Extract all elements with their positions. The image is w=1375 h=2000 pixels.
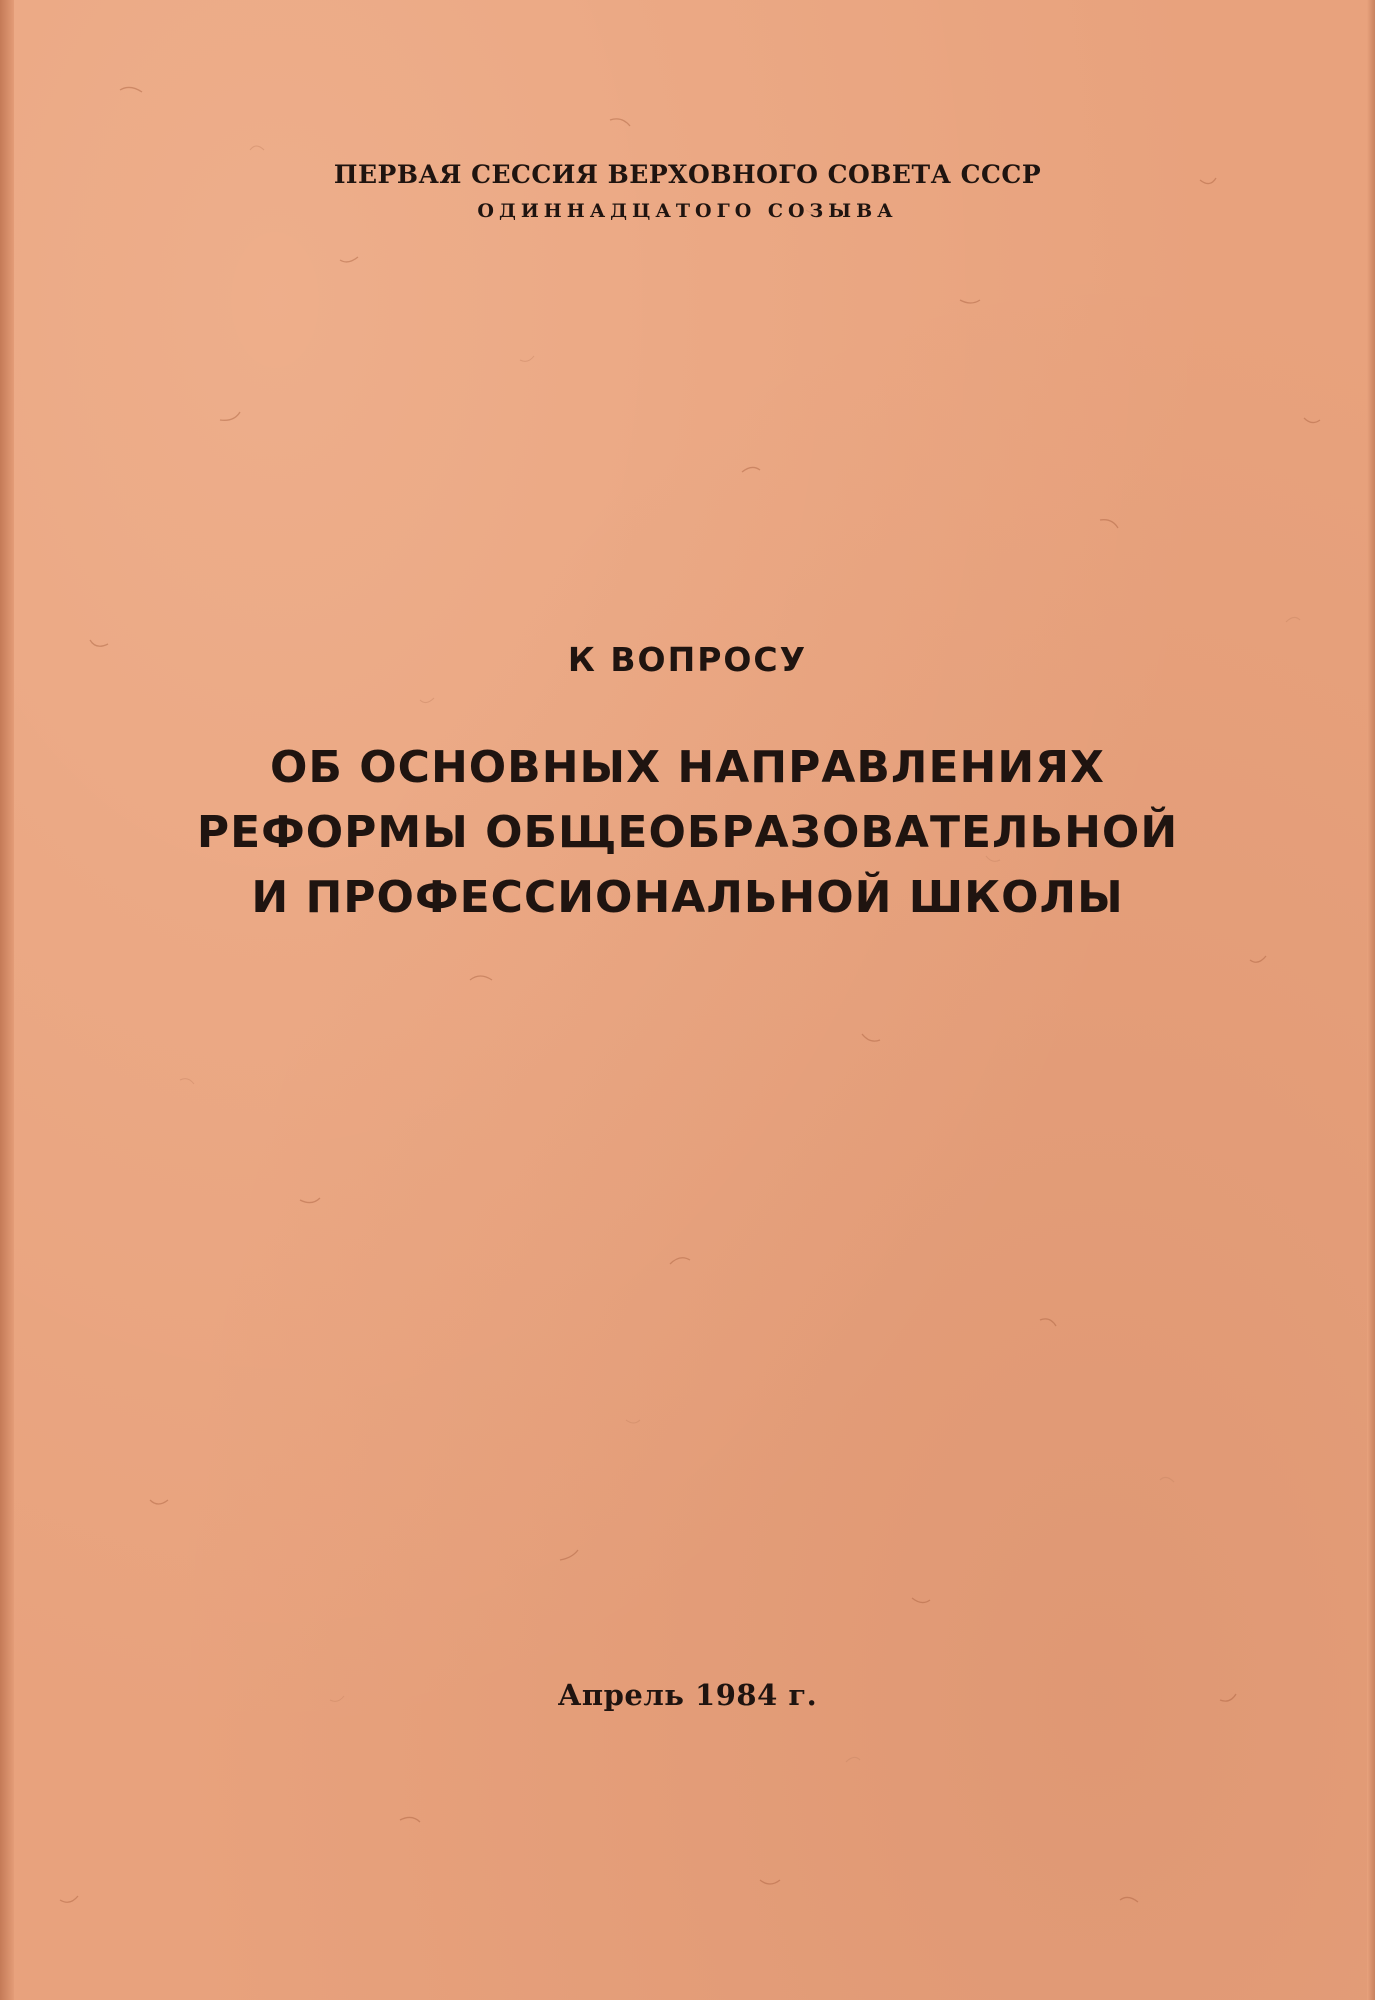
title-line-3: И ПРОФЕССИОНАЛЬНОЙ ШКОЛЫ bbox=[251, 872, 1124, 923]
title-line-2: РЕФОРМЫ ОБЩЕОБРАЗОВАТЕЛЬНОЙ bbox=[196, 807, 1179, 858]
document-title bbox=[0, 735, 1375, 930]
publisher-header: ПЕРВАЯ СЕССИЯ ВЕРХОВНОГО СОВЕТА СССР bbox=[333, 160, 1042, 189]
title-line-1: ОБ ОСНОВНЫХ НАПРАВЛЕНИЯХ bbox=[270, 742, 1105, 793]
publication-date: Апрель 1984 г. bbox=[557, 1678, 818, 1712]
publisher-subheader: ОДИННАДЦАТОГО СОЗЫВА bbox=[477, 200, 898, 222]
title-prefix: К ВОПРОСУ bbox=[567, 640, 808, 679]
